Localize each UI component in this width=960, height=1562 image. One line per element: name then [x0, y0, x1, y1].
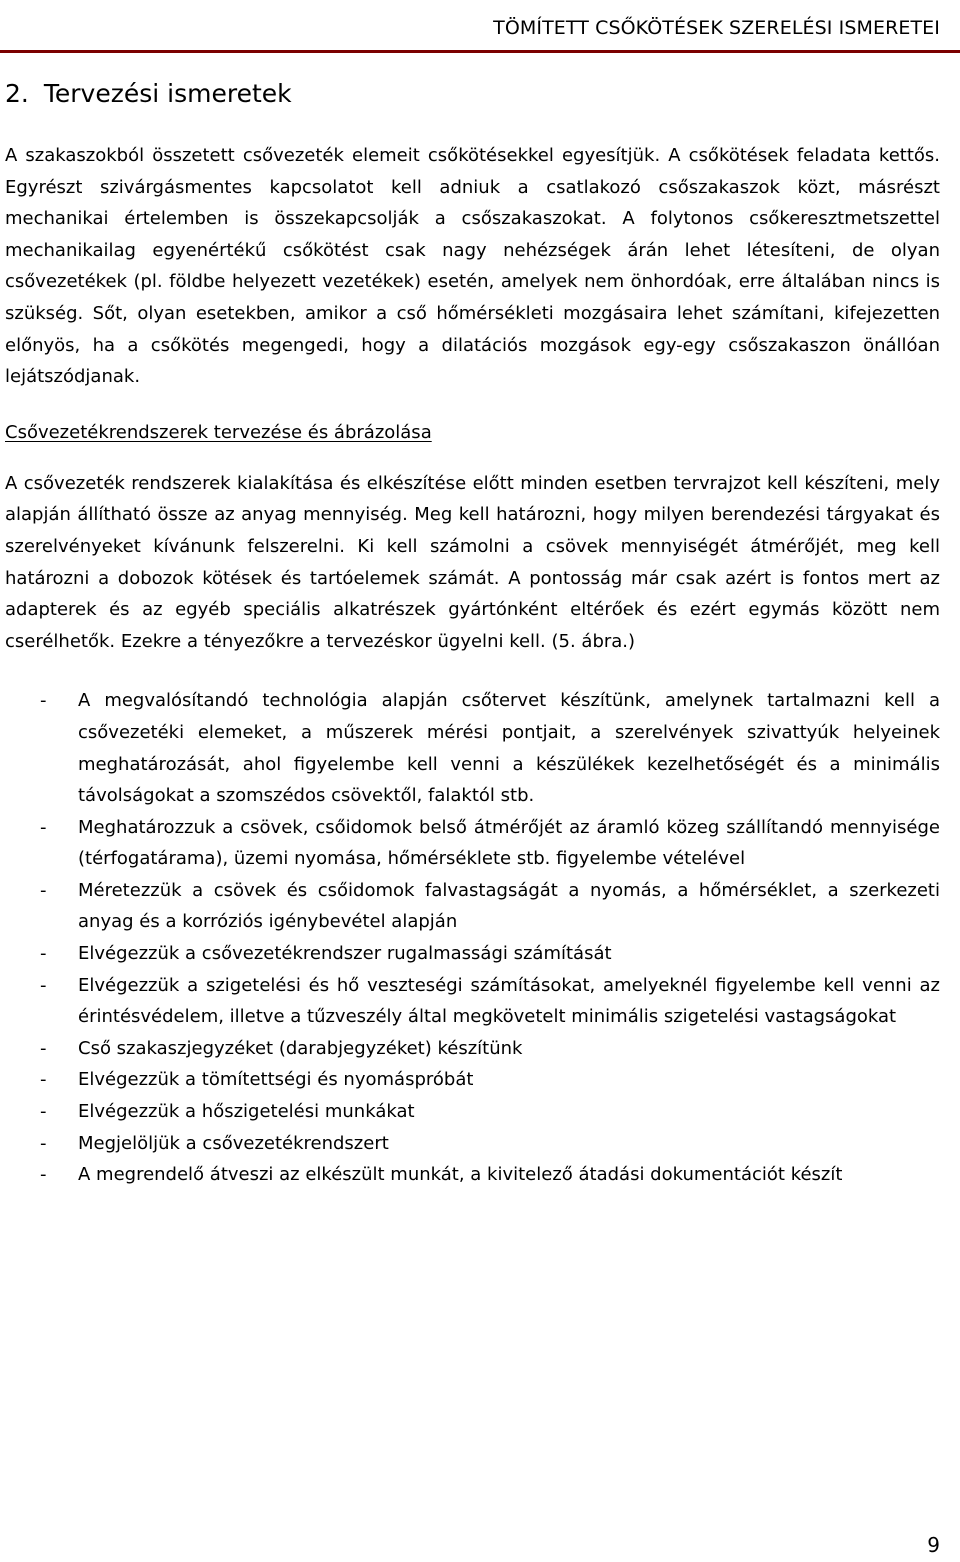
list-item: [5, 875, 940, 938]
list-item-text: Elvégezzük a csővezetékrendszer rugalmassági számítását: [78, 943, 612, 965]
list-bullet: -: [40, 1132, 47, 1154]
page-content: [5, 74, 940, 1191]
list-item-text: Cső szakaszjegyzéket (darabjegyzéket) készítünk: [78, 1037, 523, 1059]
list-item-text: Elvégezzük a szigetelési és hő veszteségi számításokat, amelyeknél figyelembe kell venni az érintésvédelem, illetve a tűzveszély által megkövetelt minimális szigetelési vastagságokat: [78, 974, 940, 1028]
list-item-text: A megrendelő átveszi az elkészült munkát, a kivitelező átadási dokumentációt készít: [78, 1164, 843, 1186]
running-header-title: TÖMÍTETT CSŐKÖTÉSEK SZERELÉSI ISMERETEI: [493, 17, 940, 39]
list-item: [5, 938, 940, 970]
list-item: [5, 685, 940, 811]
list-item: [5, 970, 940, 1033]
list-bullet: -: [40, 1069, 47, 1091]
list-item-text: Elvégezzük a tömítettségi és nyomáspróbát: [78, 1069, 474, 1091]
chapter-title: Tervezési ismeretek: [43, 79, 292, 108]
chapter-number: 2.: [5, 79, 29, 108]
list-item-text: Elvégezzük a hőszigetelési munkákat: [78, 1101, 415, 1123]
list-item: [5, 1064, 940, 1096]
header-rule: [0, 50, 960, 53]
section-heading: Csővezetékrendszerek tervezése és ábrázolása: [5, 421, 432, 443]
intro-paragraph: A szakaszokból összetett csővezeték elemeit csőkötésekkel egyesítjük. A csőkötések feladata kettős. Egyrészt szivárgásmentes kapcsolatot kell adniuk a csatlakozó csőszakaszok közt, másrészt mechanikai értelemben is összekapcsolják a csőszakaszokat. A folytonos csőkeresztmetszettel mechanikailag egyenértékű csőkötést csak nagy nehézségek árán lehet létesíteni, de olyan csővezetékek (pl. földbe helyezett vezetékek) esetén, amelyek nem önhordóak, erre általában nincs is szükség. Sőt, olyan esetekben, amikor a cső hőmérsékleti mozgásaira lehet számítani, kifejezetten előnyös, ha a csőkötés megengedi, hogy a dilatációs mozgások egy-egy csőszakaszon önállóan lejátszódjanak.: [5, 145, 940, 388]
steps-list: [5, 685, 940, 1191]
list-bullet: -: [40, 943, 47, 965]
list-bullet: -: [40, 1164, 47, 1186]
list-item-text: A megvalósítandó technológia alapján csőtervet készítünk, amelynek tartalmazni kell a csővezetéki elemeket, a műszerek mérési pontjait, a szerelvények szivattyúk helyeinek meghatározását, ahol figyelembe kell venni a készülékek kezelhetőségét és a minimális távolságokat a szomszédos csövektől, falaktól stb.: [78, 690, 940, 807]
page-number: 9: [927, 1533, 940, 1557]
list-item-text: Megjelöljük a csővezetékrendszert: [78, 1132, 389, 1154]
list-bullet: -: [40, 1101, 47, 1123]
list-item-text: Meghatározzuk a csövek, csőidomok belső átmérőjét az áramló közeg szállítandó mennyisége (térfogatárama), üzemi nyomása, hőmérséklete stb. figyelembe vételével: [78, 816, 940, 870]
list-item: [5, 1096, 940, 1128]
list-bullet: -: [40, 1037, 47, 1059]
section-paragraph: A csővezeték rendszerek kialakítása és elkészítése előtt minden esetben tervrajzot kell készíteni, mely alapján állítható össze az anyag mennyiség. Meg kell határozni, hogy milyen berendezési tárgyakat és szerelvényeket kívánunk felszerelni. Ki kell számolni a csövek mennyiségét átmérőjét, meg kell határozni a dobozok kötések és tartóelemek számát. A pontosság már csak azért is fontos mert az adapterek és az egyéb speciális alkatrészek gyártónként eltérőek és ezért egymás között nem cserélhetők. Ezekre a tényezőkre a tervezéskor ügyelni kell. (5. ábra.): [5, 472, 940, 652]
list-bullet: -: [40, 690, 47, 712]
list-item: [5, 1128, 940, 1160]
list-item: [5, 1159, 940, 1191]
list-bullet: -: [40, 816, 47, 838]
list-item-text: Méretezzük a csövek és csőidomok falvastagságát a nyomás, a hőmérséklet, a szerkezeti anyag és a korróziós igénybevétel alapján: [78, 879, 940, 933]
list-item: [5, 1033, 940, 1065]
list-bullet: -: [40, 974, 47, 996]
list-bullet: -: [40, 879, 47, 901]
list-item: [5, 812, 940, 875]
chapter-heading: [5, 74, 940, 114]
